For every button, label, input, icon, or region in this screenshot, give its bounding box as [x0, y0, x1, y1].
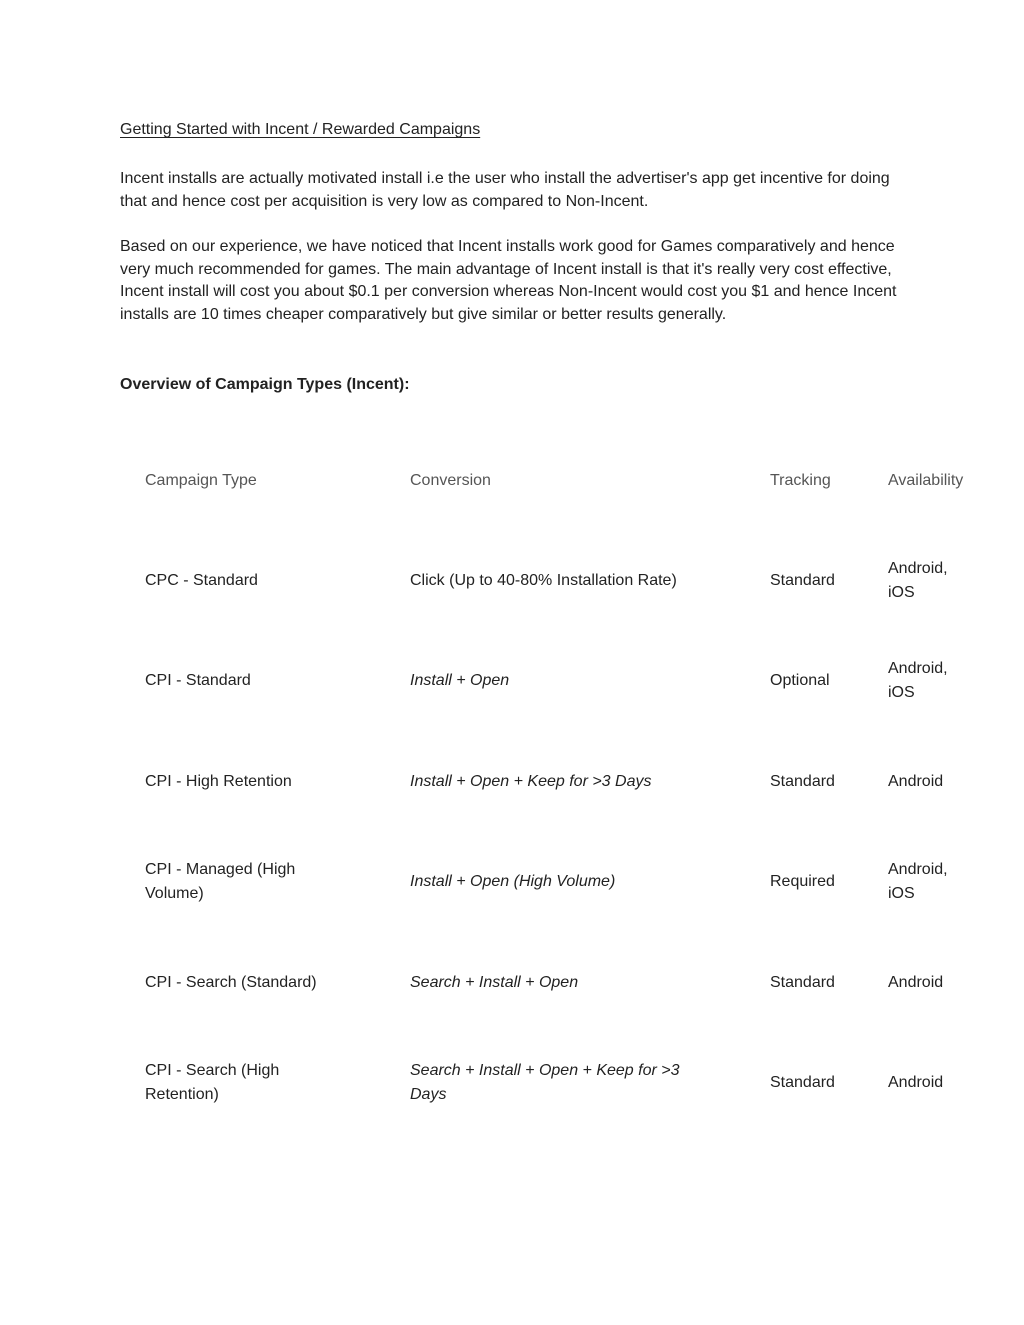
table-row-tracking: Required	[770, 873, 835, 890]
table-row-type: CPI - Search (Standard)	[145, 974, 317, 991]
table-row-conversion: Search + Install + Open	[410, 974, 579, 991]
table-row-tracking: Optional	[770, 672, 830, 689]
table-row-tracking: Standard	[770, 572, 835, 589]
header-campaign-type: Campaign Type	[145, 472, 257, 489]
table-row-type: CPI - High Retention	[145, 773, 292, 790]
table-row-conversion: Click (Up to 40-80% Installation Rate)	[410, 572, 677, 589]
table-row-tracking: Standard	[770, 974, 835, 991]
header-conversion: Conversion	[410, 472, 491, 489]
table-row-tracking: Standard	[770, 773, 835, 790]
table-row-conversion: Install + Open + Keep for >3 Days	[410, 773, 652, 790]
table-row-availability: Android, iOS	[888, 861, 948, 902]
table-row-type: CPC - Standard	[145, 572, 258, 589]
table-row-type: CPI - Search (High Retention)	[145, 1062, 280, 1103]
header-availability: Availability	[888, 472, 964, 489]
table-row-conversion: Install + Open (High Volume)	[410, 873, 616, 890]
table-row-availability: Android, iOS	[888, 660, 948, 701]
table-row-tracking: Standard	[770, 1074, 835, 1091]
table-row-type: CPI - Managed (High Volume)	[145, 861, 296, 902]
intro-paragraph: Incent installs are actually motivated install i.e the user who install the advertiser's app get incentive for doing that and hence cost per acquisition is very low as compared to Non-Incent.	[120, 170, 890, 210]
table-row-type: CPI - Standard	[145, 672, 251, 689]
table-row-availability: Android	[888, 974, 944, 991]
table-row-availability: Android	[888, 773, 944, 790]
table-row-conversion: Search + Install + Open + Keep for >3 Days	[410, 1062, 680, 1103]
table-row-conversion: Install + Open	[410, 672, 510, 689]
experience-paragraph: Based on our experience, we have noticed that Incent installs work good for Games comparatively and hence very much recommended for games. The main advantage of Incent install is that it's really very cost effective, Incent install will cost you about $0.1 per conversion whereas Non-Incent would cost you $1 and hence Incent installs are 10 times cheaper comparatively but give similar or better results generally.	[120, 238, 897, 323]
document-heading: Getting Started with Incent / Rewarded Campaigns	[120, 121, 481, 138]
section-title: Overview of Campaign Types (Incent):	[120, 376, 410, 393]
header-tracking: Tracking	[770, 472, 831, 489]
table-row-availability: Android, iOS	[888, 560, 948, 601]
table-row-availability: Android	[888, 1074, 944, 1091]
